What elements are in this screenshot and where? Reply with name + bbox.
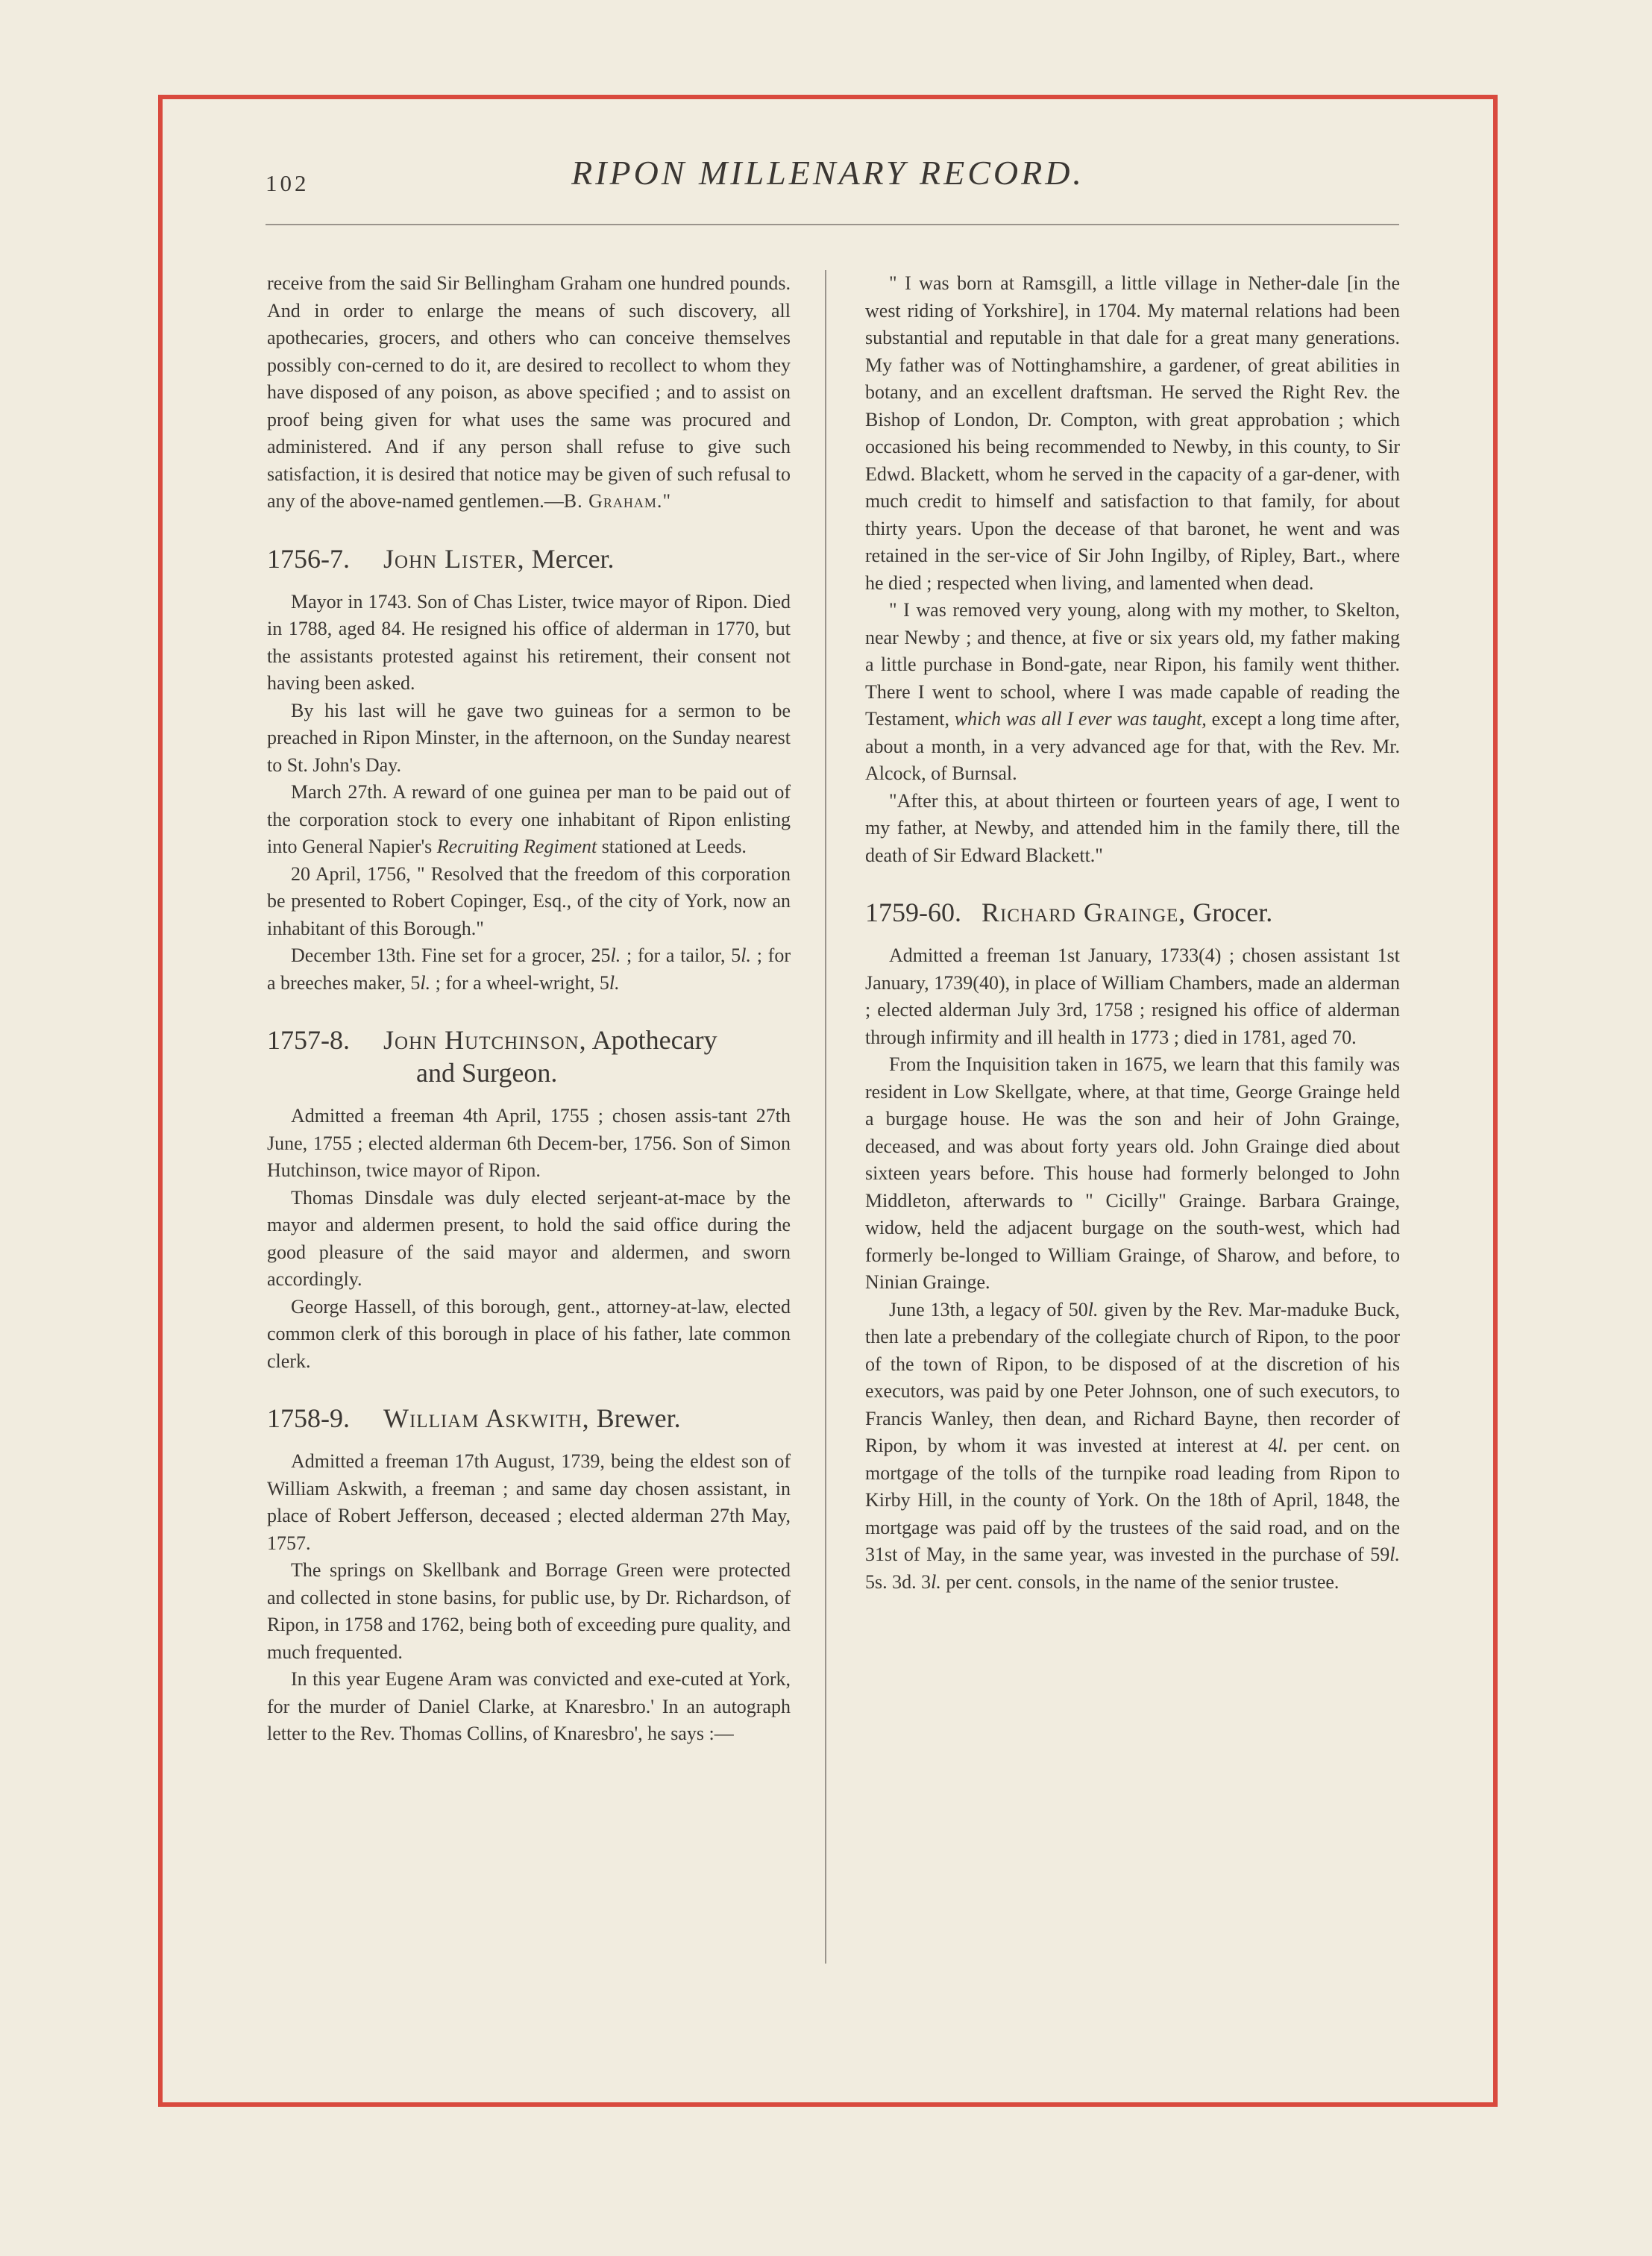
header-rule — [266, 224, 1399, 225]
entry-heading-askwith: 1758-9. William Askwith, Brewer. — [267, 1403, 681, 1433]
paragraph: In this year Eugene Aram was convicted and exe-cuted at York, for the murder of Daniel Clarke, at Knaresbro.' In an autograph letter to the Rev. Thomas Collins, of Knaresbro', he says :— — [267, 1668, 791, 1744]
paragraph: Admitted a freeman 1st January, 1733(4) ; chosen assistant 1st January, 1739(40), in place of William Chambers, made an alderman ; elected alderman July 3rd, 1758 ; resigned his office of alderman through infirmity and ill health in 1773 ; died in 1781, aged 70. — [865, 944, 1400, 1048]
paragraph: "After this, at about thirteen or fourteen years of age, I went to my father, at Newby, and attended him in the family there, till the death of Sir Edward Blackett." — [865, 789, 1400, 866]
left-column — [267, 270, 791, 1748]
right-column — [865, 270, 1400, 1596]
paragraph: December 13th. Fine set for a grocer, 25l. ; for a tailor, 5l. ; for a breeches maker, 5l. ; for a wheel-wright, 5l. — [267, 944, 791, 994]
entry-heading-hutchinson: 1757-8. John Hutchinson, Apothecary and Surgeon. — [267, 1025, 717, 1088]
column-divider — [825, 270, 826, 1964]
entry-heading-grainge: 1759-60. Richard Grainge, Grocer. — [865, 897, 1273, 927]
paragraph: From the Inquisition taken in 1675, we learn that this family was resident in Low Skellgate, where, at that time, George Grainge held a burgage house. He was the son and heir of John Grainge, deceased, and was about forty years old. John Grainge died about sixteen years before. This house had formerly belonged to John Middleton, afterwards to " Cicilly" Grainge. Barbara Grainge, widow, held the adjacent burgage on the south-west, which had formerly be-longed to William Grainge, of Sharow, and before, to Ninian Grainge. — [865, 1053, 1400, 1293]
page-number: 102 — [266, 170, 310, 196]
paragraph: Admitted a freeman 4th April, 1755 ; chosen assis-tant 27th June, 1755 ; elected alderman 6th Decem-ber, 1756. Son of Simon Hutchinson, twice mayor of Ripon. — [267, 1105, 791, 1181]
paragraph: " I was born at Ramsgill, a little village in Nether-dale [in the west riding of Yorkshire], in 1704. My maternal relations had been substantial and reputable in that dale for a great many generations. My father was of Nottinghamshire, a gardener, of great abilities in botany, and an excellent draftsman. He served the Right Rev. the Bishop of London, Dr. Compton, with great approbation ; which occasioned his being recommended to Newby, in this county, to Sir Edwd. Blackett, whom he served in the capacity of a gar-dener, with much credit to himself and satisfaction to that family, for about thirty years. Upon the decease of that baronet, he went and was retained in the ser-vice of Sir John Ingilby, of Ripley, Bart., where he died ; respected when living, and lamented when dead. — [865, 272, 1400, 594]
paragraph: June 13th, a legacy of 50l. given by the Rev. Mar-maduke Buck, then late a prebendary of the collegiate church of Ripon, to the poor of the town of Ripon, to be disposed of at the discretion of his executors, was paid by one Peter Johnson, one of such executors, to Francis Wanley, then dean, and Richard Bayne, then recorder of Ripon, by whom it was invested at interest at 4l. per cent. on mortgage of the tolls of the turnpike road leading from Ripon to Kirby Hill, in the county of York. On the 18th of April, 1848, the mortgage was paid off by the trustees of the said road, and on the 31st of May, in the same year, was invested in the purchase of 59l. 5s. 3d. 3l. per cent. consols, in the name of the senior trustee. — [865, 1298, 1400, 1593]
paragraph: George Hassell, of this borough, gent., attorney-at-law, elected common clerk of this borough in place of his father, late common clerk. — [267, 1295, 791, 1372]
signature: B. Graham. — [563, 490, 663, 512]
paragraph: By his last will he gave two guineas for a sermon to be preached in Ripon Minster, in the afternoon, on the Sunday nearest to St. John's Day. — [267, 699, 791, 776]
paragraph: " I was removed very young, along with my mother, to Skelton, near Newby ; and thence, at five or six years old, my father making a little purchase in Bond-gate, near Ripon, his family went thither. There I went to school, where I was made capable of reading the Testament, which was all I ever was taught, except a long time after, about a month, in a very advanced age for that, with the Rev. Mr. Alcock, of Burnsal. — [865, 599, 1400, 784]
paragraph: 20 April, 1756, " Resolved that the freedom of this corporation be presented to Robert Copinger, Esq., of the city of York, now an inhabitant of this Borough." — [267, 862, 791, 939]
intro-paragraph: receive from the said Sir Bellingham Graham one hundred pounds. And in order to enlarge the means of such discovery, all apothecaries, grocers, and others who can conceive themselves possibly con-cerned to do it, are desired to recollect to whom they have disposed of any poison, as above specified ; and to assist on proof being given for what uses the same was procured and administered. And if any person shall refuse to give such satisfaction, it is desired that notice may be given of such refusal to any of the above-named gentlemen.—B. Graham." — [267, 272, 791, 512]
running-head: RIPON MILLENARY RECORD. — [571, 154, 1084, 192]
paragraph: Admitted a freeman 17th August, 1739, being the eldest son of William Askwith, a freeman ; and same day chosen assistant, in place of Robert Jefferson, deceased ; elected alderman 27th May, 1757. — [267, 1450, 791, 1554]
paragraph: Mayor in 1743. Son of Chas Lister, twice mayor of Ripon. Died in 1788, aged 84. He resigned his office of alderman in 1770, but the assistants protested against his retirement, their consent not having been asked. — [267, 590, 791, 694]
entry-heading-lister: 1756-7. John Lister, Mercer. — [267, 543, 615, 574]
paragraph: March 27th. A reward of one guinea per man to be paid out of the corporation stock to every one inhabitant of Ripon enlisting into General Napier's Recruiting Regiment stationed at Leeds. — [267, 781, 791, 857]
paragraph: Thomas Dinsdale was duly elected serjeant-at-mace by the mayor and aldermen present, to hold the said office during the good pleasure of the said mayor and aldermen, and sworn accordingly. — [267, 1186, 791, 1290]
paragraph: The springs on Skellbank and Borrage Green were protected and collected in stone basins, for public use, by Dr. Richardson, of Ripon, in 1758 and 1762, being both of exceeding pure quality, and much frequented. — [267, 1559, 791, 1663]
